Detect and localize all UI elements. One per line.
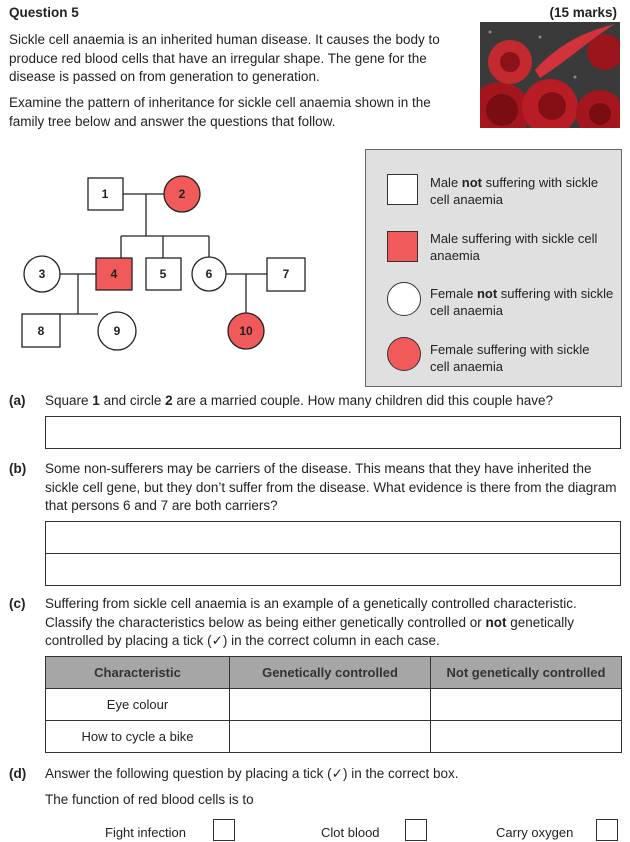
part-c-label: (c) <box>9 596 26 611</box>
option-carry-oxygen-checkbox[interactable] <box>596 819 618 841</box>
key-female-affected-symbol <box>387 337 421 371</box>
part-d-label: (d) <box>9 766 27 781</box>
header-characteristic: Characteristic <box>46 657 230 689</box>
answer-box-a[interactable] <box>45 416 621 449</box>
key-female-unaffected-symbol <box>387 282 421 316</box>
key-male-unaffected-label: Male not suffering with sickle cell anaemia <box>430 175 599 207</box>
answer-box-b-line-1[interactable] <box>45 521 621 554</box>
header-genetic: Genetically controlled <box>230 657 431 689</box>
person-label-3: 3 <box>38 267 46 281</box>
cell-genetic-cycle-bike[interactable] <box>230 721 431 753</box>
key-male-unaffected-symbol <box>387 174 418 205</box>
person-label-1: 1 <box>101 187 109 201</box>
key-female-unaffected-label: Female not suffering with sickle cell anaemia <box>430 286 614 318</box>
part-b-label: (b) <box>9 461 27 476</box>
red-blood-cells-image <box>480 22 620 128</box>
blood-cells-photo <box>480 22 620 128</box>
part-a-question: Square 1 and circle 2 are a married couple. How many children did this couple have? <box>45 393 554 408</box>
table-header-row <box>46 657 622 689</box>
key-male-affected-symbol <box>387 231 418 262</box>
person-label-4: 4 <box>110 267 118 281</box>
part-d-stem: The function of red blood cells is to <box>45 792 254 807</box>
cell-genetic-eye-colour[interactable] <box>230 689 431 721</box>
person-label-10: 10 <box>239 324 253 338</box>
part-b-question: Some non-sufferers may be carriers of the disease. This means that they have inherited the sickle cell gene, but they don’t suffer from the disease. What evidence is there from the diagram that persons 6 and 7 are both carriers? <box>45 461 617 513</box>
part-d-question: Answer the following question by placing a tick (✓) in the correct box. <box>45 766 459 781</box>
option-fight-infection-label: Fight infection <box>105 825 186 840</box>
person-label-7: 7 <box>282 267 290 281</box>
key-male-affected-label: Male suffering with sickle cell anaemia <box>430 231 598 263</box>
part-c-question: Suffering from sickle cell anaemia is an example of a genetically controlled characteristic. Classify the characteristics below as being either genetically controlled or not genetically controlled by placing a tick (✓) in the correct column in each case. <box>45 596 577 648</box>
table-row <box>46 721 622 753</box>
person-label-5: 5 <box>159 267 167 281</box>
key-female-affected-label: Female suffering with sickle cell anaemia <box>430 342 590 374</box>
intro-paragraph-1: Sickle cell anaemia is an inherited human disease. It causes the body to produce red blood cells that have an irregular shape. The gene for the disease is passed on from generation to generation. <box>9 32 440 84</box>
family-tree-diagram <box>0 160 330 360</box>
cell-not-genetic-eye-colour[interactable] <box>431 689 622 721</box>
cell-not-genetic-cycle-bike[interactable] <box>431 721 622 753</box>
row-characteristic: Eye colour <box>46 689 230 721</box>
intro-paragraph-2: Examine the pattern of inheritance for sickle cell anaemia shown in the family tree below and answer the questions that follow. <box>9 95 431 129</box>
person-label-6: 6 <box>205 267 213 281</box>
person-label-2: 2 <box>178 187 186 201</box>
marks-label: (15 marks) <box>549 5 617 20</box>
question-title: Question 5 <box>9 5 79 20</box>
table-row <box>46 689 622 721</box>
person-label-9: 9 <box>113 324 121 338</box>
row-characteristic: How to cycle a bike <box>46 721 230 753</box>
pedigree-symbols <box>22 176 305 350</box>
pedigree-key <box>365 149 622 387</box>
part-a-label: (a) <box>9 393 26 408</box>
option-carry-oxygen-label: Carry oxygen <box>496 825 574 840</box>
header-not-genetic: Not genetically controlled <box>431 657 622 689</box>
classification-table <box>45 656 622 753</box>
answer-box-b-line-2[interactable] <box>45 553 621 586</box>
option-clot-blood-label: Clot blood <box>321 825 380 840</box>
option-fight-infection-checkbox[interactable] <box>213 819 235 841</box>
person-label-8: 8 <box>37 324 45 338</box>
option-clot-blood-checkbox[interactable] <box>405 819 427 841</box>
